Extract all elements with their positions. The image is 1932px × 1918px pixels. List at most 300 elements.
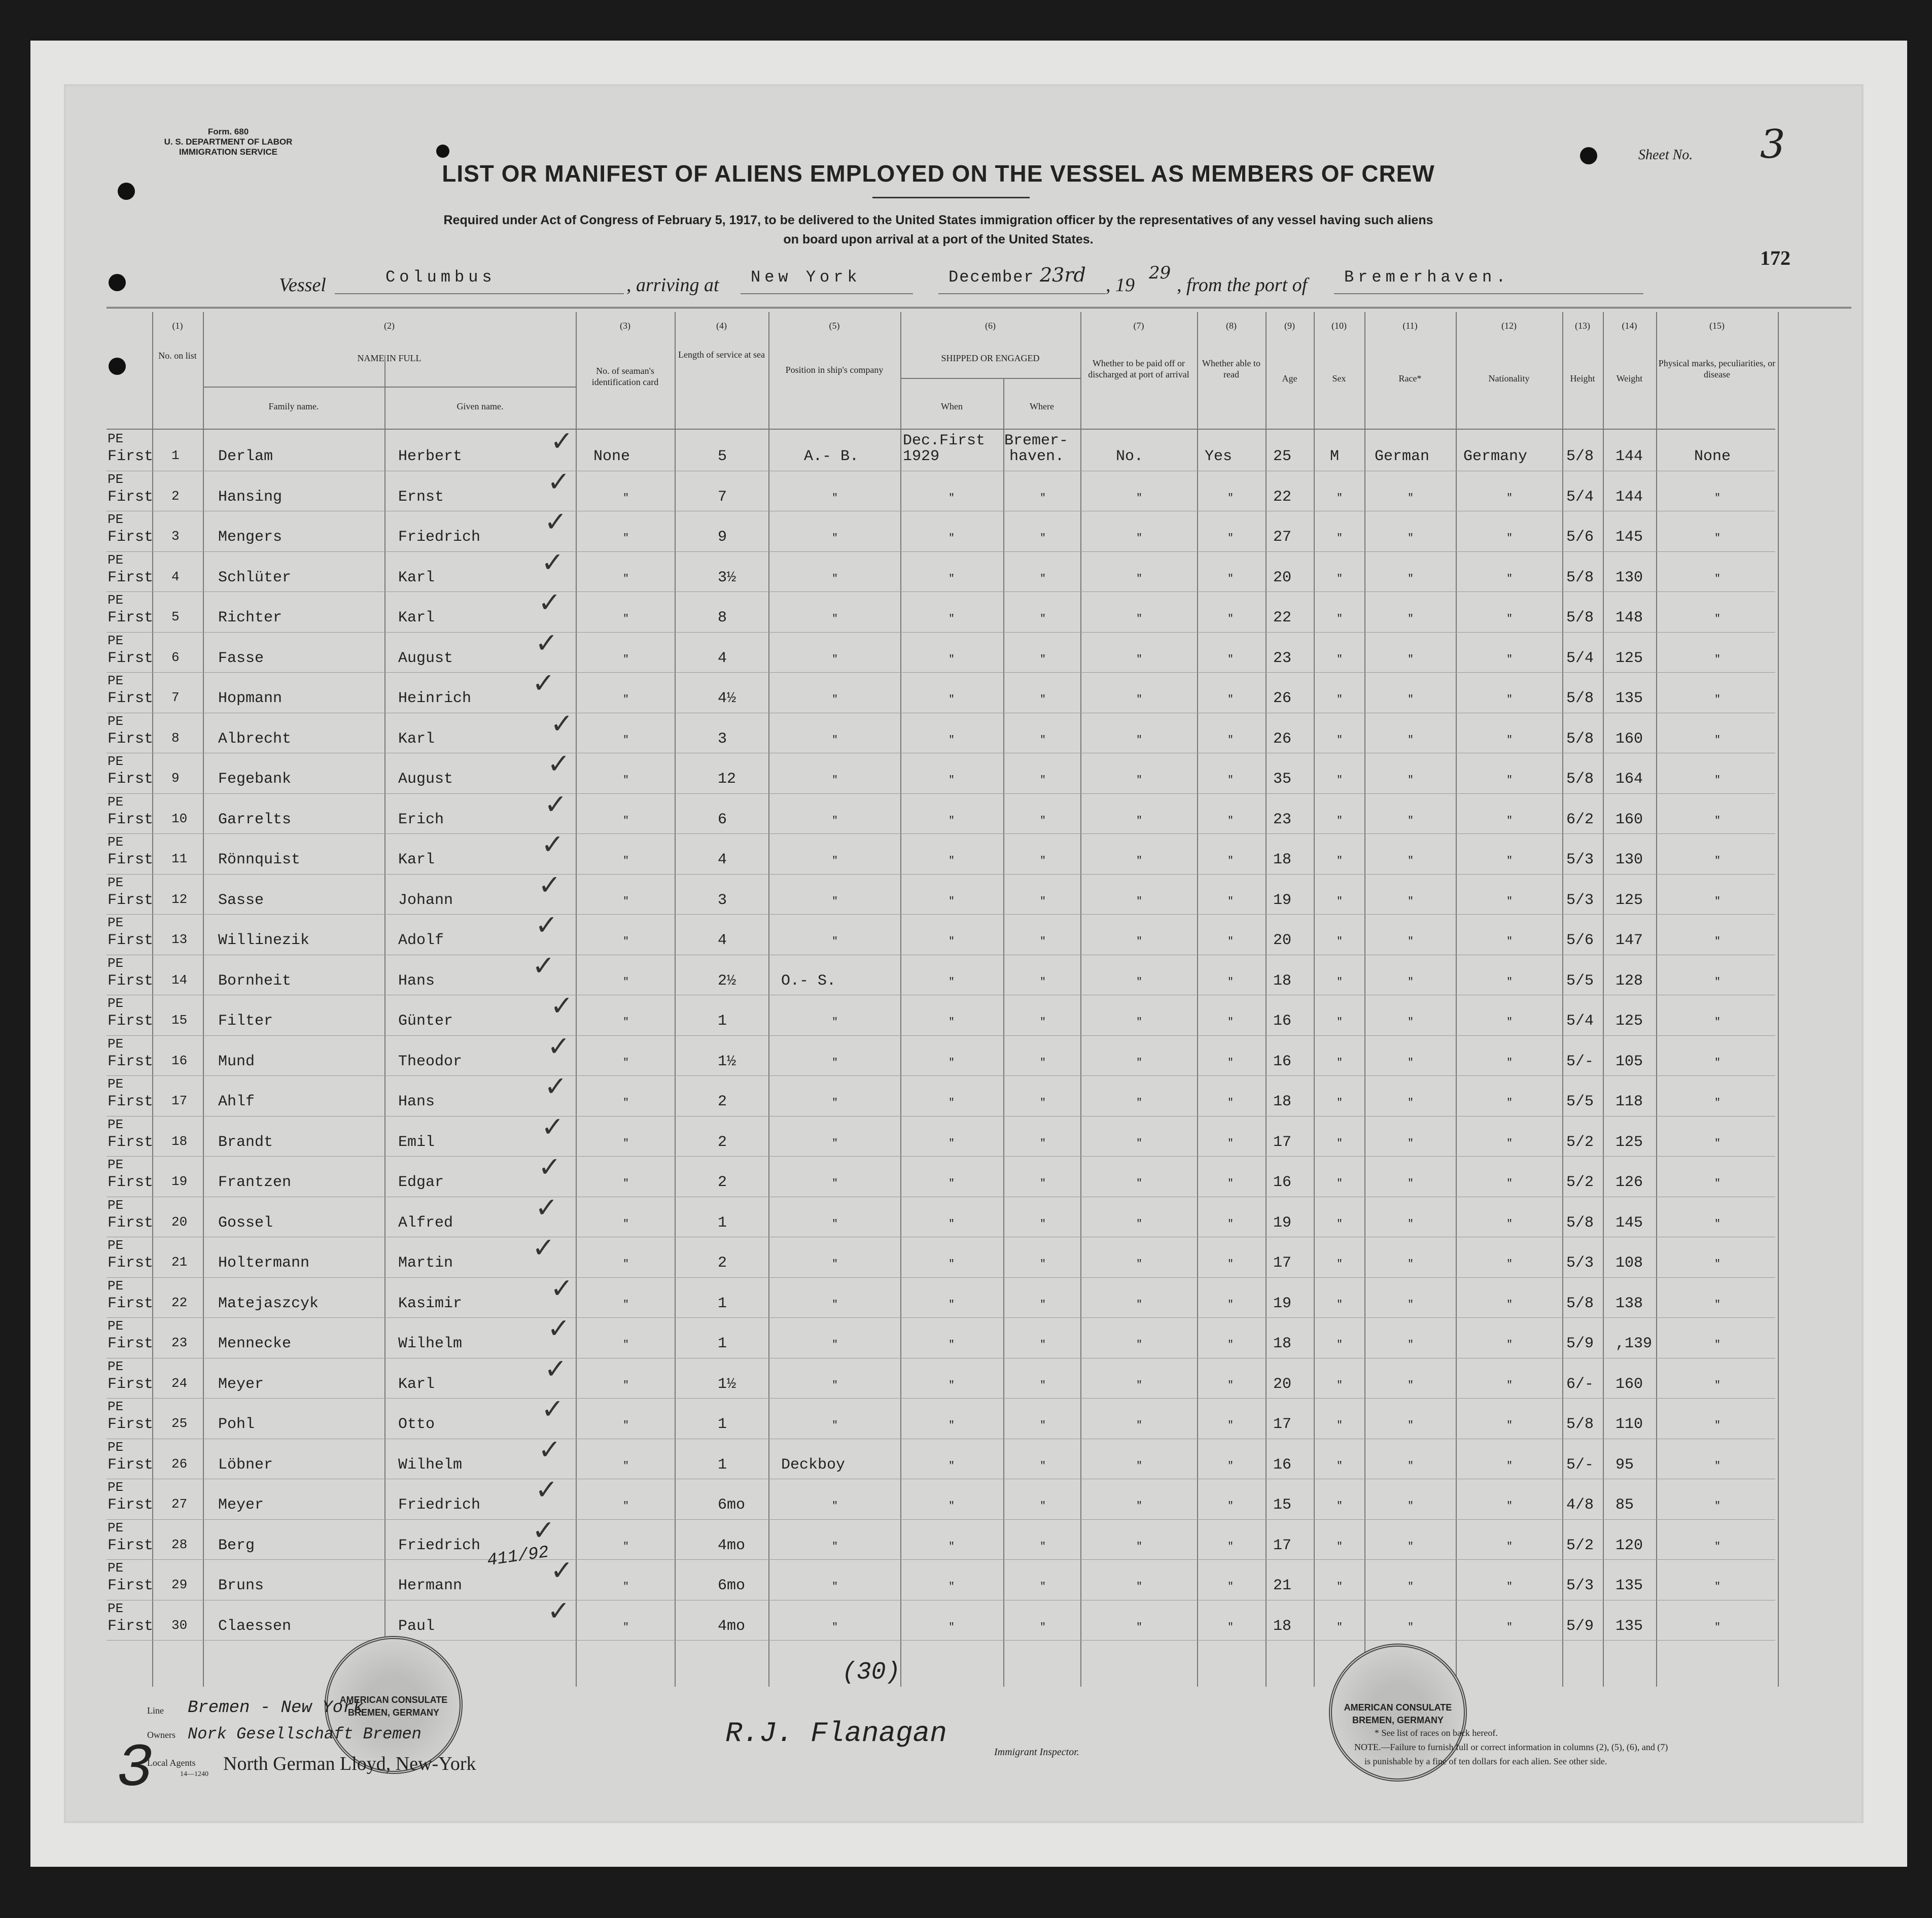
physical-marks: " (1714, 775, 1721, 786)
row-prefix: First (108, 932, 154, 949)
header-name-in-full: NAME IN FULL (357, 353, 421, 363)
row-prefix: PE (108, 1600, 124, 1616)
paid-off: " (1136, 1460, 1143, 1472)
service-name: IMMIGRATION SERVICE (179, 147, 277, 157)
race: " (1408, 1218, 1414, 1230)
race: " (1408, 1501, 1414, 1512)
position: " (832, 492, 838, 504)
file-number-note: 411/92 (485, 1543, 550, 1571)
physical-marks: " (1714, 1218, 1721, 1230)
subtitle-line-1: Required under Act of Congress of February 5, 1917, to be delivered to the United States immigration officer by the representatives of any vessel having such aliens (443, 213, 1433, 227)
family-name: Hopmann (218, 690, 283, 707)
age: 25 (1273, 448, 1292, 465)
check-mark-icon: ✓ (538, 1433, 561, 1466)
shipped-where: " (1040, 1501, 1046, 1512)
age: 22 (1273, 609, 1292, 626)
race: " (1408, 1017, 1414, 1028)
nationality: " (1506, 1178, 1513, 1190)
check-mark-icon: ✓ (550, 707, 574, 740)
family-name: Sasse (218, 891, 264, 909)
given-name: Karl (398, 851, 435, 868)
given-name: Friedrich (398, 529, 481, 546)
given-name: Karl (398, 609, 435, 626)
row-number: 18 (171, 1133, 188, 1149)
port-underline (741, 293, 913, 294)
height: 5/5 (1566, 972, 1594, 990)
height: 6/2 (1566, 811, 1594, 828)
subtitle-line-2: on board upon arrival at a port of the United States. (783, 232, 1094, 247)
vessel-underline (335, 293, 624, 294)
punch-hole (436, 145, 449, 158)
race: " (1408, 775, 1414, 786)
column-number: (4) (716, 321, 727, 331)
row-prefix: PE (108, 1278, 124, 1294)
race: " (1408, 492, 1414, 504)
position: O.- S. (781, 972, 836, 990)
sheet-label: Sheet No. (1638, 147, 1693, 163)
height: 5/8 (1566, 1214, 1594, 1232)
header-no-on-list: No. on list (158, 351, 197, 361)
family-name: Meyer (218, 1496, 264, 1514)
row-prefix: PE (108, 1399, 124, 1414)
service-length: 1 (718, 1013, 727, 1030)
age: 20 (1273, 932, 1292, 949)
height: 5/3 (1566, 1254, 1594, 1272)
family-name: Holtermann (218, 1254, 310, 1272)
able-to-read: Yes (1205, 448, 1233, 465)
row-prefix: PE (108, 471, 124, 487)
sex: " (1337, 734, 1343, 746)
able-to-read: " (1227, 1299, 1234, 1311)
paid-off: " (1136, 1541, 1143, 1553)
sex: " (1337, 1017, 1343, 1028)
header-weight: Weight (1616, 373, 1643, 383)
position: " (832, 734, 838, 746)
sex: " (1337, 573, 1343, 585)
height: 5/6 (1566, 932, 1594, 949)
service-length: 1½ (718, 1375, 736, 1393)
line-value: Bremen - New York (188, 1698, 364, 1718)
able-to-read: " (1227, 936, 1234, 948)
nationality: " (1506, 734, 1513, 746)
row-number: 5 (171, 609, 180, 624)
owners-value: Nork Gesellschaft Bremen (188, 1725, 421, 1743)
arrival-day: 23rd (1040, 264, 1086, 286)
row-number: 21 (171, 1254, 188, 1270)
check-mark-icon: ✓ (550, 1272, 574, 1304)
check-mark-icon: ✓ (535, 626, 558, 659)
shipped-where: " (1040, 1460, 1046, 1472)
given-name: Friedrich (398, 1496, 481, 1514)
able-to-read: " (1227, 694, 1234, 706)
row-divider (107, 1156, 1775, 1157)
row-divider (107, 1559, 1775, 1560)
height: 5/8 (1566, 448, 1594, 465)
given-name: Wilhelm (398, 1335, 463, 1352)
id-card: " (623, 1259, 629, 1270)
header-shipped-engaged: SHIPPED OR ENGAGED (941, 353, 1040, 363)
sex: " (1337, 775, 1343, 786)
row-divider (107, 833, 1775, 834)
shipped-when: " (949, 1339, 955, 1351)
weight: 144 (1615, 448, 1643, 465)
check-mark-icon: ✓ (532, 667, 555, 699)
service-length: 7 (718, 488, 727, 506)
height: 5/8 (1566, 609, 1594, 626)
row-prefix: First (108, 1174, 154, 1191)
height: 6/- (1566, 1375, 1594, 1393)
row-number: 10 (171, 811, 188, 826)
physical-marks: " (1714, 895, 1721, 908)
sex: " (1337, 1218, 1343, 1230)
physical-marks: " (1714, 1420, 1721, 1432)
row-prefix: PE (108, 592, 124, 608)
check-mark-icon: ✓ (538, 586, 561, 618)
row-number: 28 (171, 1537, 188, 1552)
form-number: Form. 680 (207, 127, 249, 136)
shipped-where: " (1040, 1097, 1046, 1109)
weight: 108 (1615, 1254, 1643, 1272)
check-mark-icon: ✓ (547, 1312, 571, 1344)
age: 18 (1273, 1617, 1292, 1635)
shipped-where: " (1040, 1621, 1046, 1633)
family-name: Löbner (218, 1456, 273, 1474)
able-to-read: " (1227, 613, 1234, 625)
sex: " (1337, 492, 1343, 504)
position: " (832, 1621, 838, 1633)
physical-marks: " (1714, 533, 1721, 544)
row-prefix: First (108, 1295, 154, 1312)
sex: " (1337, 1299, 1343, 1311)
height: 5/4 (1566, 1013, 1594, 1030)
row-number: 19 (171, 1174, 188, 1189)
given-name: Erich (398, 811, 444, 828)
shipped-when: " (949, 613, 955, 625)
race: " (1408, 936, 1414, 948)
row-prefix: First (108, 1093, 154, 1110)
able-to-read: " (1227, 492, 1234, 504)
paid-off: " (1136, 1259, 1143, 1270)
seal-text: AMERICAN CONSULATE (1344, 1702, 1452, 1713)
row-prefix: First (108, 1254, 154, 1272)
height: 5/8 (1566, 1416, 1594, 1433)
nationality: " (1506, 936, 1513, 948)
vessel-label: Vessel (279, 274, 326, 296)
physical-marks: " (1714, 815, 1721, 827)
row-prefix: PE (108, 1197, 124, 1213)
row-prefix: PE (108, 834, 124, 850)
height: 5/2 (1566, 1133, 1594, 1151)
shipped-when: " (949, 694, 955, 706)
height: 4/8 (1566, 1496, 1594, 1514)
weight: 147 (1615, 932, 1643, 949)
sex: " (1337, 936, 1343, 948)
age: 20 (1273, 569, 1292, 586)
height: 5/8 (1566, 569, 1594, 586)
family-name: Rönnquist (218, 851, 301, 868)
column-number: (1) (172, 321, 183, 331)
row-divider (107, 1317, 1775, 1318)
position: " (832, 613, 838, 625)
physical-marks: " (1714, 1017, 1721, 1028)
row-prefix: First (108, 1496, 154, 1514)
header-position: Position in ship's company (785, 365, 884, 375)
weight: 95 (1615, 1456, 1634, 1474)
given-name: Karl (398, 569, 435, 586)
header-age: Age (1282, 373, 1297, 383)
able-to-read: " (1227, 1581, 1234, 1593)
age: 18 (1273, 851, 1292, 868)
able-to-read: " (1227, 1420, 1234, 1432)
physical-marks: " (1714, 694, 1721, 706)
shipped-where: " (1040, 613, 1046, 625)
weight: 120 (1615, 1537, 1643, 1554)
from-port-underline (1334, 293, 1643, 294)
row-prefix: First (108, 771, 154, 788)
departure-port: Bremerhaven. (1344, 268, 1510, 287)
paid-off: " (1136, 1097, 1143, 1109)
id-card: " (623, 653, 629, 666)
height: 5/2 (1566, 1537, 1594, 1554)
able-to-read: " (1227, 1057, 1234, 1069)
service-length: 2½ (718, 972, 736, 990)
id-card: " (623, 694, 629, 706)
sex: " (1337, 1541, 1343, 1553)
page-subtitle (304, 211, 1572, 249)
punch-hole (118, 183, 135, 200)
weight: 125 (1615, 1133, 1643, 1151)
able-to-read: " (1227, 1218, 1234, 1230)
paid-off: " (1136, 1581, 1143, 1593)
race: " (1408, 694, 1414, 706)
row-prefix: PE (108, 955, 124, 971)
height: 5/3 (1566, 891, 1594, 909)
nationality: " (1506, 492, 1513, 504)
physical-marks: " (1714, 1581, 1721, 1593)
paid-off: " (1136, 775, 1143, 786)
form-header (122, 127, 335, 157)
row-number: 1 (171, 448, 180, 463)
age: 23 (1273, 649, 1292, 667)
id-card: " (623, 1017, 629, 1028)
check-mark-icon: ✓ (541, 828, 565, 860)
sex: " (1337, 1621, 1343, 1633)
position: " (832, 936, 838, 948)
row-number: 29 (171, 1577, 188, 1592)
service-length: 4mo (718, 1537, 746, 1554)
weight: 164 (1615, 771, 1643, 788)
given-name: Wilhelm (398, 1456, 463, 1474)
age: 15 (1273, 1496, 1292, 1514)
inspector-signature: R.J. Flanagan (725, 1717, 947, 1750)
service-length: 1 (718, 1456, 727, 1474)
race: " (1408, 815, 1414, 827)
race: " (1408, 653, 1414, 666)
row-prefix: First (108, 811, 154, 828)
row-number: 27 (171, 1496, 188, 1512)
given-name: Paul (398, 1617, 435, 1635)
weight: 128 (1615, 972, 1643, 990)
height: 5/3 (1566, 851, 1594, 868)
service-length: 3 (718, 891, 727, 909)
race: " (1408, 1420, 1414, 1432)
nationality: " (1506, 1420, 1513, 1432)
paid-off: " (1136, 855, 1143, 867)
nationality: " (1506, 1259, 1513, 1270)
check-mark-icon: ✓ (547, 465, 571, 498)
row-number: 2 (171, 488, 180, 504)
able-to-read: " (1227, 1017, 1234, 1028)
position: " (832, 1137, 838, 1149)
family-name: Bruns (218, 1577, 264, 1594)
weight: 125 (1615, 891, 1643, 909)
service-length: 6mo (718, 1496, 746, 1514)
row-divider (107, 874, 1775, 875)
race: " (1408, 855, 1414, 867)
position: " (832, 895, 838, 908)
family-name: Mund (218, 1053, 255, 1070)
age: 26 (1273, 730, 1292, 748)
row-prefix: First (108, 609, 154, 626)
position: " (832, 1218, 838, 1230)
given-name: Ernst (398, 488, 444, 506)
position: A.- B. (804, 448, 859, 465)
id-card: " (623, 1339, 629, 1351)
given-name: Martin (398, 1254, 453, 1272)
age: 16 (1273, 1053, 1292, 1070)
row-prefix: First (108, 851, 154, 868)
row-prefix: First (108, 1013, 154, 1030)
position: " (832, 1501, 838, 1512)
shipped-where: " (1040, 1137, 1046, 1149)
paid-off: " (1136, 492, 1143, 504)
weight: 160 (1615, 811, 1643, 828)
shipped-when: " (949, 1017, 955, 1028)
row-prefix: PE (108, 1318, 124, 1334)
service-length: 1½ (718, 1053, 736, 1070)
paid-off: " (1136, 1420, 1143, 1432)
row-number: 24 (171, 1375, 188, 1391)
weight: 144 (1615, 488, 1643, 506)
column-number: (8) (1226, 321, 1237, 331)
check-mark-icon: ✓ (550, 990, 574, 1022)
physical-marks: " (1714, 653, 1721, 666)
race: " (1408, 573, 1414, 585)
nationality: " (1506, 694, 1513, 706)
check-mark-icon: ✓ (532, 1514, 555, 1546)
sex: " (1337, 895, 1343, 908)
check-mark-icon: ✓ (535, 1474, 558, 1506)
arrival-year: 29 (1149, 263, 1171, 283)
family-name: Albrecht (218, 730, 292, 748)
given-name: Karl (398, 730, 435, 748)
race: " (1408, 1339, 1414, 1351)
check-mark-icon: ✓ (532, 1232, 555, 1264)
id-card: " (623, 1541, 629, 1553)
shipped-where: " (1040, 895, 1046, 908)
penalty-note: NOTE.—Failure to furnish full or correct information in columns (2), (5), (6), and (7) (1354, 1742, 1668, 1752)
column-number: (9) (1284, 321, 1295, 331)
race: " (1408, 1137, 1414, 1149)
weight: 118 (1615, 1093, 1643, 1110)
id-card: " (623, 1621, 629, 1633)
service-length: 2 (718, 1254, 727, 1272)
stamp-number: 172 (1760, 247, 1790, 269)
check-mark-icon: ✓ (550, 1554, 574, 1586)
race: " (1408, 734, 1414, 746)
row-number: 15 (171, 1013, 188, 1028)
row-divider (107, 1035, 1775, 1036)
nationality: " (1506, 533, 1513, 544)
position: " (832, 1339, 838, 1351)
shipped-when: " (949, 1218, 955, 1230)
row-prefix: First (108, 1214, 154, 1232)
punch-hole (109, 274, 126, 291)
age: 16 (1273, 1174, 1292, 1191)
position: " (832, 1379, 838, 1391)
age: 17 (1273, 1133, 1292, 1151)
paid-off: " (1136, 815, 1143, 827)
family-name: Claessen (218, 1617, 292, 1635)
weight: 126 (1615, 1174, 1643, 1191)
races-note: * See list of races on back hereof. (1375, 1728, 1498, 1738)
family-name: Schlüter (218, 569, 292, 586)
age: 21 (1273, 1577, 1292, 1594)
sex: M (1330, 448, 1340, 465)
row-prefix: First (108, 1375, 154, 1393)
shipped-where: " (1040, 1299, 1046, 1311)
row-number: 3 (171, 529, 180, 544)
shipped-when: " (949, 976, 955, 988)
seal-text: BREMEN, GERMANY (1352, 1715, 1444, 1725)
nationality: " (1506, 775, 1513, 786)
check-mark-icon: ✓ (538, 1151, 561, 1183)
shipped-when: 1929 (903, 448, 940, 465)
physical-marks: " (1714, 1379, 1721, 1391)
paid-off: " (1136, 573, 1143, 585)
service-length: 6mo (718, 1577, 746, 1594)
row-prefix: First (108, 1456, 154, 1474)
paid-off: " (1136, 1379, 1143, 1391)
sex: " (1337, 1178, 1343, 1190)
able-to-read: " (1227, 815, 1234, 827)
age: 16 (1273, 1013, 1292, 1030)
header-sex: Sex (1332, 373, 1346, 383)
column-number: (2) (384, 321, 395, 331)
weight: 130 (1615, 569, 1643, 586)
row-divider (107, 793, 1775, 794)
arrival-port: New York (751, 268, 861, 287)
service-length: 9 (718, 529, 727, 546)
shipped-when: " (949, 533, 955, 544)
height: 5/9 (1566, 1335, 1594, 1352)
given-name: Hans (398, 1093, 435, 1110)
check-mark-icon: ✓ (550, 425, 574, 457)
nationality: " (1506, 1501, 1513, 1512)
shipped-when: Dec.First (903, 432, 986, 449)
able-to-read: " (1227, 1178, 1234, 1190)
paid-off: " (1136, 895, 1143, 908)
shipped-where: " (1040, 533, 1046, 544)
sex: " (1337, 1137, 1343, 1149)
agents-value: North German Lloyd, New-York (223, 1753, 476, 1774)
weight: 160 (1615, 730, 1643, 748)
header-id-card: No. of seaman's identification card (591, 366, 659, 387)
given-name: Alfred (398, 1214, 453, 1232)
given-name: Emil (398, 1133, 435, 1151)
from-port-label: , from the port of (1177, 274, 1308, 296)
physical-marks: " (1714, 1541, 1721, 1553)
